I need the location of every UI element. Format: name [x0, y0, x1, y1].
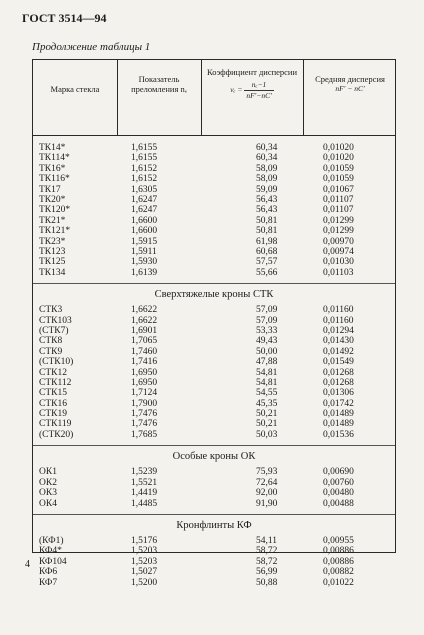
group-rows [33, 536, 395, 588]
cell-glass-grade: СТК112 [39, 377, 72, 388]
cell-mean-dispersion: 0,00886 [323, 556, 354, 567]
cell-glass-grade: ТК20* [39, 194, 66, 205]
cell-glass-grade: СТК16 [39, 398, 67, 409]
table-row [33, 305, 395, 315]
cell-glass-grade: ТК21* [39, 215, 66, 226]
cell-glass-grade: СТК15 [39, 388, 67, 399]
cell-refractive-index: 1,5203 [131, 556, 158, 567]
cell-refractive-index: 1,6622 [131, 315, 158, 326]
cell-refractive-index: 1,5176 [131, 536, 158, 546]
cell-glass-grade: ОК3 [39, 488, 57, 499]
cell-refractive-index: 1,7476 [131, 419, 158, 430]
cell-mean-dispersion: 0,00886 [323, 546, 354, 557]
cell-abbe-number: 57,57 [256, 257, 278, 268]
cell-glass-grade: ТК116* [39, 174, 70, 185]
table-row [33, 430, 395, 440]
group-rows [33, 305, 395, 440]
table-row [33, 336, 395, 346]
cell-abbe-number: 50,81 [256, 226, 278, 237]
header-mean-dispersion [303, 74, 397, 94]
cell-refractive-index: 1,6247 [131, 205, 158, 216]
cell-glass-grade: КФ7 [39, 577, 58, 588]
header-mean-dispersion-line2: nF′ − nC′ [335, 84, 365, 93]
cell-abbe-number: 58,09 [256, 163, 278, 174]
table-header [33, 60, 395, 136]
cell-abbe-number: 60,34 [256, 153, 278, 164]
cell-refractive-index: 1,4419 [131, 488, 158, 499]
cell-mean-dispersion: 0,01742 [323, 398, 354, 409]
cell-glass-grade: ОК1 [39, 467, 57, 478]
header-refractive-index [117, 74, 201, 94]
cell-abbe-number: 91,90 [256, 498, 278, 509]
table-row [33, 567, 395, 577]
table-row [33, 467, 395, 477]
table-row [33, 164, 395, 174]
cell-abbe-number: 54,81 [256, 367, 278, 378]
cell-refractive-index: 1,7476 [131, 409, 158, 420]
table-row [33, 488, 395, 498]
cell-abbe-number: 54,81 [256, 377, 278, 388]
cell-refractive-index: 1,5911 [131, 246, 157, 257]
cell-mean-dispersion: 0,01489 [323, 409, 354, 420]
cell-mean-dispersion: 0,00970 [323, 236, 354, 247]
group-separator [33, 514, 395, 515]
cell-refractive-index: 1,7900 [131, 398, 158, 409]
cell-abbe-number: 50,03 [256, 429, 278, 440]
cell-mean-dispersion: 0,01489 [323, 419, 354, 430]
table-row [33, 153, 395, 163]
cell-abbe-number: 47,88 [256, 357, 278, 368]
cell-abbe-number: 50,81 [256, 215, 278, 226]
cell-abbe-number: 45,35 [256, 398, 278, 409]
cell-abbe-number: 53,33 [256, 325, 278, 336]
cell-glass-grade: ТК17 [39, 184, 61, 195]
cell-mean-dispersion: 0,01067 [323, 184, 354, 195]
cell-refractive-index: 1,5027 [131, 567, 158, 578]
cell-glass-grade: ТК16* [39, 163, 66, 174]
cell-glass-grade: СТК8 [39, 336, 63, 347]
cell-mean-dispersion: 0,01294 [323, 325, 354, 336]
cell-mean-dispersion: 0,00488 [323, 498, 354, 509]
cell-refractive-index: 1,5915 [131, 236, 158, 247]
cell-glass-grade: ОК4 [39, 498, 57, 509]
table-continuation-label: Продолжение таблицы 1 [32, 41, 151, 53]
cell-refractive-index: 1,7124 [131, 388, 158, 399]
cell-mean-dispersion: 0,01549 [323, 357, 354, 368]
table-row [33, 247, 395, 257]
cell-refractive-index: 1,7065 [131, 336, 158, 347]
table-row [33, 419, 395, 429]
cell-abbe-number: 49,43 [256, 336, 278, 347]
cell-glass-grade: СТК9 [39, 346, 63, 357]
table-row [33, 399, 395, 409]
group-title: Кронфлинты КФ [176, 520, 252, 531]
table-row [33, 226, 395, 236]
header-refractive-index-line2: преломления nₑ [131, 84, 187, 94]
cell-abbe-number: 75,93 [256, 467, 278, 478]
cell-mean-dispersion: 0,01430 [323, 336, 354, 347]
cell-mean-dispersion: 0,01107 [323, 194, 354, 205]
table-row [33, 174, 395, 184]
group-rows [33, 467, 395, 509]
group-rows [33, 143, 395, 278]
cell-mean-dispersion: 0,00955 [323, 536, 354, 546]
table-row [33, 216, 395, 226]
cell-refractive-index: 1,6622 [131, 305, 158, 316]
table-row [33, 378, 395, 388]
table-row [33, 578, 395, 588]
cell-mean-dispersion: 0,01103 [323, 267, 354, 278]
cell-glass-grade: ТК125 [39, 257, 66, 268]
cell-glass-grade: СТК19 [39, 409, 67, 420]
cell-glass-grade: СТК3 [39, 305, 63, 316]
cell-refractive-index: 1,5203 [131, 546, 158, 557]
cell-refractive-index: 1,5200 [131, 577, 158, 588]
cell-mean-dispersion: 0,01536 [323, 429, 354, 440]
table-row [33, 143, 395, 153]
cell-refractive-index: 1,6152 [131, 163, 158, 174]
cell-mean-dispersion: 0,01107 [323, 205, 354, 216]
cell-refractive-index: 1,7685 [131, 429, 158, 440]
cell-refractive-index: 1,5930 [131, 257, 158, 268]
cell-abbe-number: 54,55 [256, 388, 278, 399]
cell-refractive-index: 1,4485 [131, 498, 158, 509]
table-row [33, 368, 395, 378]
cell-abbe-number: 50,00 [256, 346, 278, 357]
cell-refractive-index: 1,7460 [131, 346, 158, 357]
table-row [33, 409, 395, 419]
abbe-formula-denominator: nF′−nC′ [246, 91, 272, 100]
cell-abbe-number: 50,21 [256, 419, 278, 430]
cell-abbe-number: 58,09 [256, 174, 278, 185]
cell-mean-dispersion: 0,01030 [323, 257, 354, 268]
cell-refractive-index: 1,6950 [131, 377, 158, 388]
cell-abbe-number: 56,43 [256, 205, 278, 216]
cell-abbe-number: 60,68 [256, 246, 278, 257]
cell-abbe-number: 50,21 [256, 409, 278, 420]
cell-abbe-number: 61,98 [256, 236, 278, 247]
cell-glass-grade: ОК2 [39, 477, 57, 488]
cell-glass-grade: ТК134 [39, 267, 66, 278]
cell-mean-dispersion: 0,00882 [323, 567, 354, 578]
cell-glass-grade: ТК120* [39, 205, 71, 216]
table-row [33, 388, 395, 398]
column-divider [117, 60, 118, 135]
cell-abbe-number: 56,99 [256, 567, 278, 578]
cell-mean-dispersion: 0,01022 [323, 577, 354, 588]
cell-abbe-number: 57,09 [256, 305, 278, 316]
table-row [33, 326, 395, 336]
cell-mean-dispersion: 0,01299 [323, 215, 354, 226]
table-row [33, 195, 395, 205]
cell-glass-grade: ТК14* [39, 143, 66, 153]
group-separator [33, 445, 395, 446]
group-separator [33, 283, 395, 284]
cell-mean-dispersion: 0,00974 [323, 246, 354, 257]
glass-table [32, 59, 396, 588]
cell-abbe-number: 54,11 [256, 536, 278, 546]
cell-mean-dispersion: 0,01492 [323, 346, 354, 357]
header-mean-dispersion-line1: Средняя дисперсия [315, 74, 385, 84]
cell-abbe-number: 57,09 [256, 315, 278, 326]
cell-refractive-index: 1,6139 [131, 267, 158, 278]
cell-abbe-number: 72,64 [256, 477, 278, 488]
group-title: Особые кроны ОК [172, 451, 256, 463]
cell-refractive-index: 1,6600 [131, 215, 158, 226]
cell-glass-grade: СТК12 [39, 367, 67, 378]
cell-abbe-number: 60,34 [256, 143, 278, 153]
cell-glass-grade: (СТК7) [39, 325, 69, 336]
cell-refractive-index: 1,5521 [131, 477, 158, 488]
cell-refractive-index: 1,6901 [131, 325, 158, 336]
table-row [33, 185, 395, 195]
cell-mean-dispersion: 0,00480 [323, 488, 354, 499]
table-row [33, 316, 395, 326]
table-row [33, 357, 395, 367]
cell-mean-dispersion: 0,01059 [323, 163, 354, 174]
cell-abbe-number: 58,72 [256, 546, 278, 557]
page-number: 4 [25, 559, 30, 570]
cell-refractive-index: 1,6600 [131, 226, 158, 237]
cell-glass-grade: (КФ1) [39, 536, 64, 546]
table-row [33, 546, 395, 556]
table-row [33, 499, 395, 509]
table-row [33, 205, 395, 215]
abbe-formula-lhs: νₑ = [230, 85, 243, 95]
table-row [33, 268, 395, 278]
column-divider [303, 60, 304, 135]
cell-mean-dispersion: 0,01299 [323, 226, 354, 237]
cell-mean-dispersion: 0,01306 [323, 388, 354, 399]
cell-mean-dispersion: 0,01160 [323, 315, 354, 326]
header-abbe-line1: Коэффициент дисперсии [206, 67, 298, 77]
cell-glass-grade: ТК23* [39, 236, 66, 247]
cell-glass-grade: (СТК20) [39, 429, 74, 440]
table-row [33, 478, 395, 488]
cell-refractive-index: 1,7416 [131, 357, 158, 368]
cell-glass-grade: ТК114* [39, 153, 70, 164]
cell-refractive-index: 1,6950 [131, 367, 158, 378]
cell-glass-grade: (СТК10) [39, 357, 74, 368]
table-row [33, 237, 395, 247]
cell-glass-grade: КФ4* [39, 546, 62, 557]
header-glass-grade-text: Марка стекла [50, 84, 100, 94]
cell-abbe-number: 59,09 [256, 184, 278, 195]
cell-glass-grade: КФ6 [39, 567, 58, 578]
header-abbe-formula [201, 80, 303, 101]
abbe-formula-fraction [244, 80, 273, 101]
cell-mean-dispersion: 0,00690 [323, 467, 354, 478]
cell-refractive-index: 1,6155 [131, 153, 158, 164]
cell-glass-grade: КФ104 [39, 556, 67, 567]
cell-refractive-index: 1,6152 [131, 174, 158, 185]
table-row [33, 557, 395, 567]
cell-mean-dispersion: 0,01020 [323, 143, 354, 153]
cell-abbe-number: 50,88 [256, 577, 278, 588]
cell-mean-dispersion: 0,01020 [323, 153, 354, 164]
cell-glass-grade: ТК123 [39, 246, 66, 257]
cell-mean-dispersion: 0,01268 [323, 367, 354, 378]
cell-mean-dispersion: 0,01268 [323, 377, 354, 388]
header-abbe-number [201, 67, 303, 101]
table-row [33, 347, 395, 357]
cell-refractive-index: 1,6155 [131, 143, 158, 153]
table-row [33, 257, 395, 267]
abbe-formula-numerator: nₑ−1 [244, 80, 273, 91]
cell-glass-grade: СТК119 [39, 419, 72, 430]
cell-refractive-index: 1,5239 [131, 467, 158, 478]
document-id: ГОСТ 3514—94 [22, 11, 107, 25]
cell-mean-dispersion: 0,00760 [323, 477, 354, 488]
cell-glass-grade: ТК121* [39, 226, 71, 237]
cell-abbe-number: 56,43 [256, 194, 278, 205]
cell-abbe-number: 58,72 [256, 556, 278, 567]
cell-abbe-number: 92,00 [256, 488, 278, 499]
group-title: Сверхтяжелые кроны СТК [154, 289, 274, 301]
cell-mean-dispersion: 0,01059 [323, 174, 354, 185]
cell-abbe-number: 55,66 [256, 267, 278, 278]
cell-glass-grade: СТК103 [39, 315, 72, 326]
header-refractive-index-line1: Показатель [138, 74, 180, 84]
cell-refractive-index: 1,6247 [131, 194, 158, 205]
cell-mean-dispersion: 0,01160 [323, 305, 354, 316]
header-glass-grade [33, 84, 117, 94]
table-row [33, 536, 395, 546]
cell-refractive-index: 1,6305 [131, 184, 158, 195]
